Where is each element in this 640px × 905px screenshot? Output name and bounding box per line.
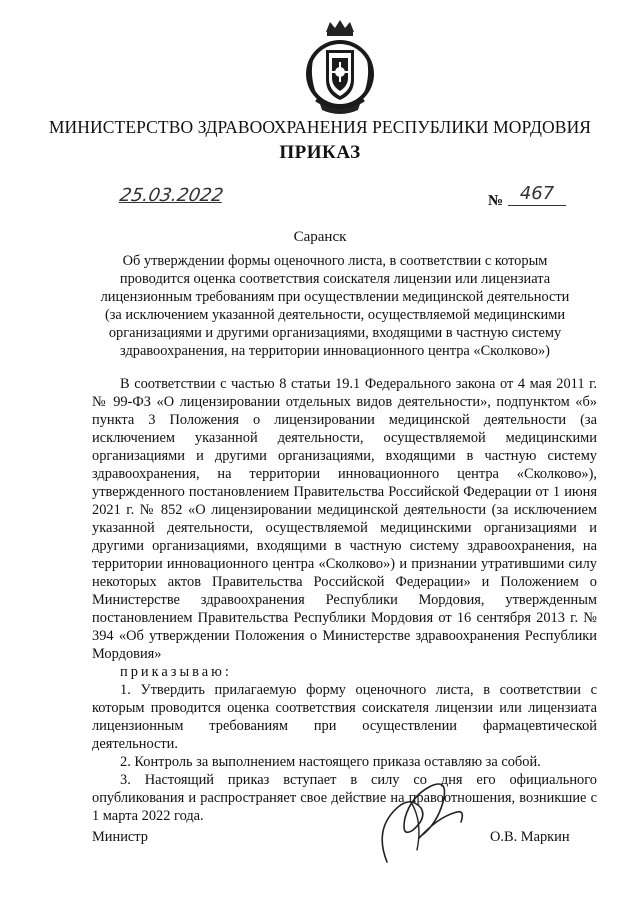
item-paragraph-3: 3. Настоящий приказ вступает в силу со дня его официального опубликования и распространяет свое действие на правоотношения, возникшие с 1 марта 2022 года. [92,772,597,824]
preamble-paragraph: В соответствии с частью 8 статьи 19.1 Федерального закона от 4 мая 2011 г. № 99-ФЗ «О лицензировании отдельных видов деятельности», подпунктом «б» пункта 3 Положения о лицензировании медицинской деятельности (за исключением указанной деятельности, осуществляемой медицинскими организациями и другими организациями, входящими в частную систему здравоохранения, на территории инновационного центра «Сколково»), утвержденного постановлением Правительства Российской Федерации от 1 июня 2021 г. № 852 «О лицензировании медицинской деятельности (за исключением указанной деятельности, осуществляемой медицинскими организациями и другими организациями, входящими в частную систему здравоохранения, на территории инновационного центра «Сколково») и признании утратившими силу некоторых актов Правительства Российской Федерации» и Положением о Министерстве здравоохранения Республики Мордовия, утвержденным постановлением Правительства Республики Мордовия от 16 сентября 2013 г. № 394 «Об утверждении Положения о Министерстве здравоохранения Республики Мордовия» [92,376,597,662]
handwritten-date: 25.03.2022 [118,185,225,206]
document-title: Об утверждении формы оценочного листа, в соответствии с которым проводится оценка соответствия соискателя лицензии или лицензиата лицензионным требованиям при осуществлении медицинской деятельности (за исключением указанной деятельности, осуществляемой медицинскими организациями и другими организациями, входящими в частную систему здравоохранения, на территории инновационного центра «Сколково») [100,253,570,359]
item-paragraph-2: 2. Контроль за выполнением настоящего приказа оставляю за собой. [120,754,541,770]
ministry-name: МИНИСТЕРСТВО ЗДРАВООХРАНЕНИЯ РЕСПУБЛИКИ МОРДОВИЯ [48,117,592,137]
item-paragraph-1: 1. Утвердить прилагаемую форму оценочного листа, в соответствии с которым проводится оценка соответствия соискателя лицензии или лицензиата лицензионным требованиям при осуществлении фармацевтической деятельности. [92,682,597,752]
handwritten-number: 467 [508,183,566,206]
city: Саранск [293,229,347,245]
number-label: № [488,193,504,209]
document-type: ПРИКАЗ [279,142,361,163]
document-body [92,375,597,825]
coat-of-arms-emblem [298,18,382,122]
minister-name: О.В. Маркин [490,829,570,845]
signature [365,772,475,872]
decree-word: приказываю: [120,664,232,680]
minister-position: Министр [92,829,148,845]
